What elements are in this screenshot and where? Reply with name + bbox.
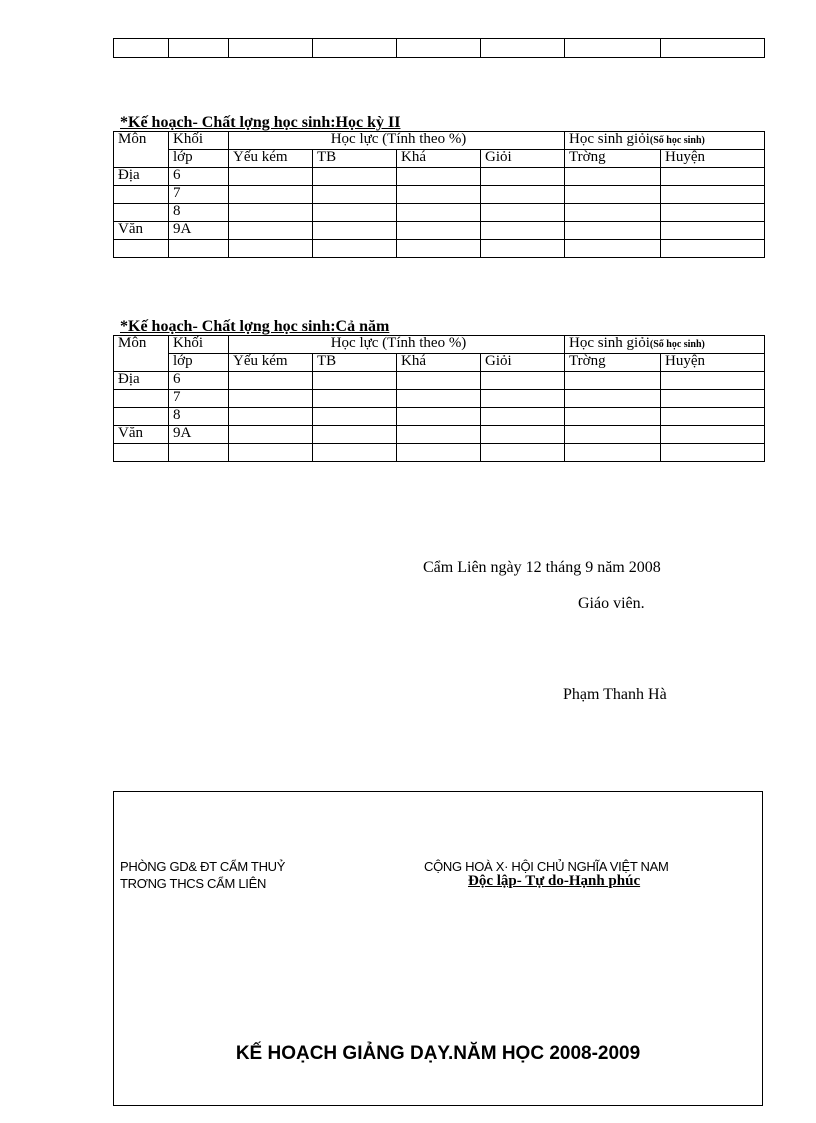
section-title-semester-2: *Kế hoạch- Chất lợng học sinh:Học kỳ II [120,114,401,131]
table-row [114,240,765,258]
header-hoc-sinh-gioi-note: (Số học sinh) [649,135,705,146]
cover-main-title: KẾ HOẠCH GIẢNG DẠY.NĂM HỌC 2008-2009 [235,1043,641,1064]
header-lop: lớp [169,354,229,372]
top-partial-table [113,38,765,58]
cell-mon [114,204,169,222]
signature-role: Giáo viên. [578,595,645,612]
cell-mon: Văn [114,426,169,444]
plan-table-semester-2 [113,131,765,258]
table-cell [229,39,313,58]
header-hoc-luc: Học lực (Tính theo %) [229,336,565,354]
table-cell [169,39,229,58]
table-cell [565,39,661,58]
header-hoc-sinh-gioi [565,132,765,150]
cell-khoi [169,444,229,462]
header-kha: Khá [397,150,481,168]
cell-mon [114,186,169,204]
header-gioi: Giỏi [481,150,565,168]
header-tb: TB [313,354,397,372]
cell-mon: Văn [114,222,169,240]
cell-mon: Địa [114,168,169,186]
header-yeu-kem: Yếu kém [229,354,313,372]
table-cell [661,39,765,58]
header-huyen: Huyện [661,150,765,168]
header-hoc-sinh-gioi-label: Học sinh giỏi [569,131,650,147]
header-hoc-sinh-gioi-label: Học sinh giỏi [569,335,650,351]
cell-mon [114,390,169,408]
header-mon: Môn [114,336,169,372]
cell-khoi: 7 [169,390,229,408]
table-row [114,168,765,186]
table-row [114,222,765,240]
header-hoc-sinh-gioi [565,336,765,354]
cover-department-line1: PHÒNG GD& ĐT CẨM THUỶ [120,859,286,874]
header-truong: Trờng [565,354,661,372]
signature-name: Phạm Thanh Hà [563,686,667,703]
cell-mon: Địa [114,372,169,390]
header-khoi: Khối [169,336,229,354]
table-row [114,186,765,204]
cover-motto: Độc lập- Tự do-Hạnh phúc [468,873,641,889]
header-yeu-kem: Yếu kém [229,150,313,168]
signature-place-date: Cẩm Liên ngày 12 tháng 9 năm 2008 [423,559,661,576]
header-mon: Môn [114,132,169,168]
header-lop: lớp [169,150,229,168]
header-hoc-sinh-gioi-note: (Số học sinh) [649,339,705,350]
cell-khoi: 7 [169,186,229,204]
table-cell [313,39,397,58]
cell-khoi: 9A [169,222,229,240]
plan-table-full-year [113,335,765,462]
table-cell [114,39,169,58]
cell-khoi [169,240,229,258]
cell-khoi: 8 [169,204,229,222]
cell-khoi: 8 [169,408,229,426]
section-title-full-year: *Kế hoạch- Chất lợng học sinh:Cả năm [120,318,390,335]
cover-department-line2: TRƠNG THCS CẨM LIÊN [120,876,267,891]
table-row [114,372,765,390]
cover-republic-title: CỘNG HOÀ X· HỘI CHỦ NGHĨA VIỆT NAM [424,859,669,874]
header-khoi: Khối [169,132,229,150]
table-row [114,444,765,462]
cover-frame [113,791,763,1106]
header-huyen: Huyện [661,354,765,372]
table-row [114,390,765,408]
header-gioi: Giỏi [481,354,565,372]
header-tb: TB [313,150,397,168]
cell-khoi: 6 [169,168,229,186]
cell-mon [114,408,169,426]
cell-khoi: 9A [169,426,229,444]
cell-khoi: 6 [169,372,229,390]
header-kha: Khá [397,354,481,372]
table-row [114,426,765,444]
cell-mon [114,444,169,462]
table-row [114,408,765,426]
table-row [114,204,765,222]
table-cell [481,39,565,58]
table-cell [397,39,481,58]
header-truong: Trờng [565,150,661,168]
cell-mon [114,240,169,258]
header-hoc-luc: Học lực (Tính theo %) [229,132,565,150]
